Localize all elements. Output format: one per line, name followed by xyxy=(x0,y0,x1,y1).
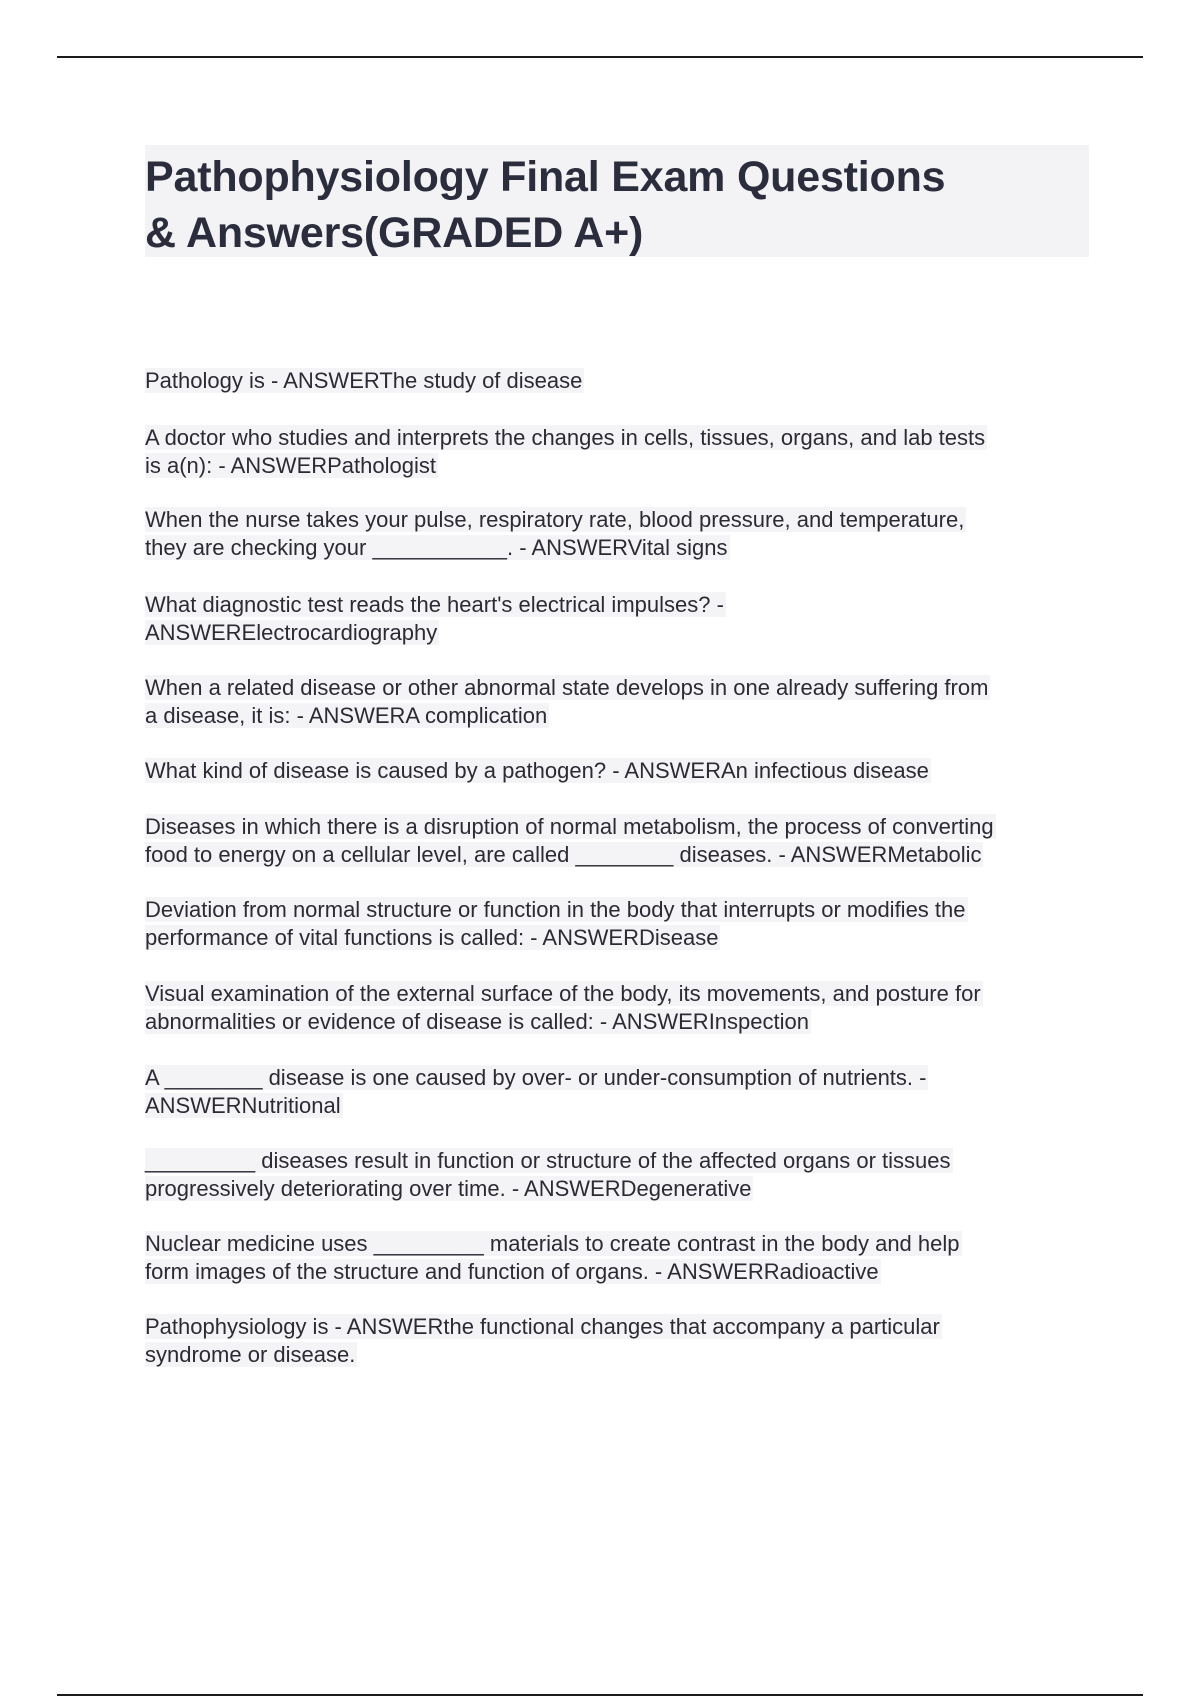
qa-line: _________ diseases result in function or structure of the affected organs or tissues xyxy=(145,1148,951,1173)
qa-line: When the nurse takes your pulse, respiratory rate, blood pressure, and temperature, xyxy=(145,507,965,532)
qa-line: A doctor who studies and interprets the changes in cells, tissues, organs, and lab tests xyxy=(145,425,986,450)
qa-line: they are checking your ___________. - ANSWERVital signs xyxy=(145,534,728,560)
qa-item xyxy=(145,813,1085,868)
qa-line: Nuclear medicine uses _________ materials to create contrast in the body and help xyxy=(145,1231,960,1256)
qa-line: abnormalities or evidence of disease is called: - ANSWERInspection xyxy=(145,1008,809,1034)
qa-line: is a(n): - ANSWERPathologist xyxy=(145,452,436,478)
qa-line: ANSWERNutritional xyxy=(145,1092,341,1118)
qa-item xyxy=(145,980,1085,1035)
qa-line: Pathophysiology is - ANSWERthe functional changes that accompany a particular xyxy=(145,1314,940,1339)
qa-item xyxy=(145,674,1085,729)
qa-item xyxy=(145,1064,1085,1119)
qa-item xyxy=(145,367,1085,395)
bottom-rule xyxy=(57,1694,1143,1696)
qa-item xyxy=(145,591,1085,646)
title-block xyxy=(145,145,1089,257)
qa-item xyxy=(145,424,1085,479)
qa-line: Deviation from normal structure or function in the body that interrupts or modifies the xyxy=(145,897,966,922)
qa-line: a disease, it is: - ANSWERA complication xyxy=(145,702,548,728)
qa-item xyxy=(145,1147,1085,1202)
qa-item xyxy=(145,1313,1085,1368)
qa-item xyxy=(145,757,1085,785)
qa-line: syndrome or disease. xyxy=(145,1341,356,1367)
qa-line: What diagnostic test reads the heart's electrical impulses? - xyxy=(145,592,724,617)
qa-item xyxy=(145,506,1085,561)
qa-line: Pathology is - ANSWERThe study of disease xyxy=(145,368,583,393)
title-line-2: & Answers(GRADED A+) xyxy=(145,209,644,257)
qa-line: performance of vital functions is called: - ANSWERDisease xyxy=(145,924,719,950)
qa-line: Visual examination of the external surface of the body, its movements, and posture for xyxy=(145,981,981,1006)
qa-line: form images of the structure and function of organs. - ANSWERRadioactive xyxy=(145,1258,879,1284)
top-rule xyxy=(57,56,1143,58)
qa-line: progressively deteriorating over time. - ANSWERDegenerative xyxy=(145,1175,752,1201)
qa-line: What kind of disease is caused by a pathogen? - ANSWERAn infectious disease xyxy=(145,758,929,783)
title-line-1: Pathophysiology Final Exam Questions xyxy=(145,153,946,201)
qa-item xyxy=(145,896,1085,951)
qa-item xyxy=(145,1230,1085,1285)
page-title xyxy=(145,145,1089,261)
qa-line: ANSWERElectrocardiography xyxy=(145,619,438,645)
qa-line: Diseases in which there is a disruption of normal metabolism, the process of converting xyxy=(145,814,994,839)
qa-line: A ________ disease is one caused by over- or under-consumption of nutrients. - xyxy=(145,1065,927,1090)
qa-line: food to energy on a cellular level, are called ________ diseases. - ANSWERMetabolic xyxy=(145,841,982,867)
qa-line: When a related disease or other abnormal state develops in one already suffering from xyxy=(145,675,989,700)
